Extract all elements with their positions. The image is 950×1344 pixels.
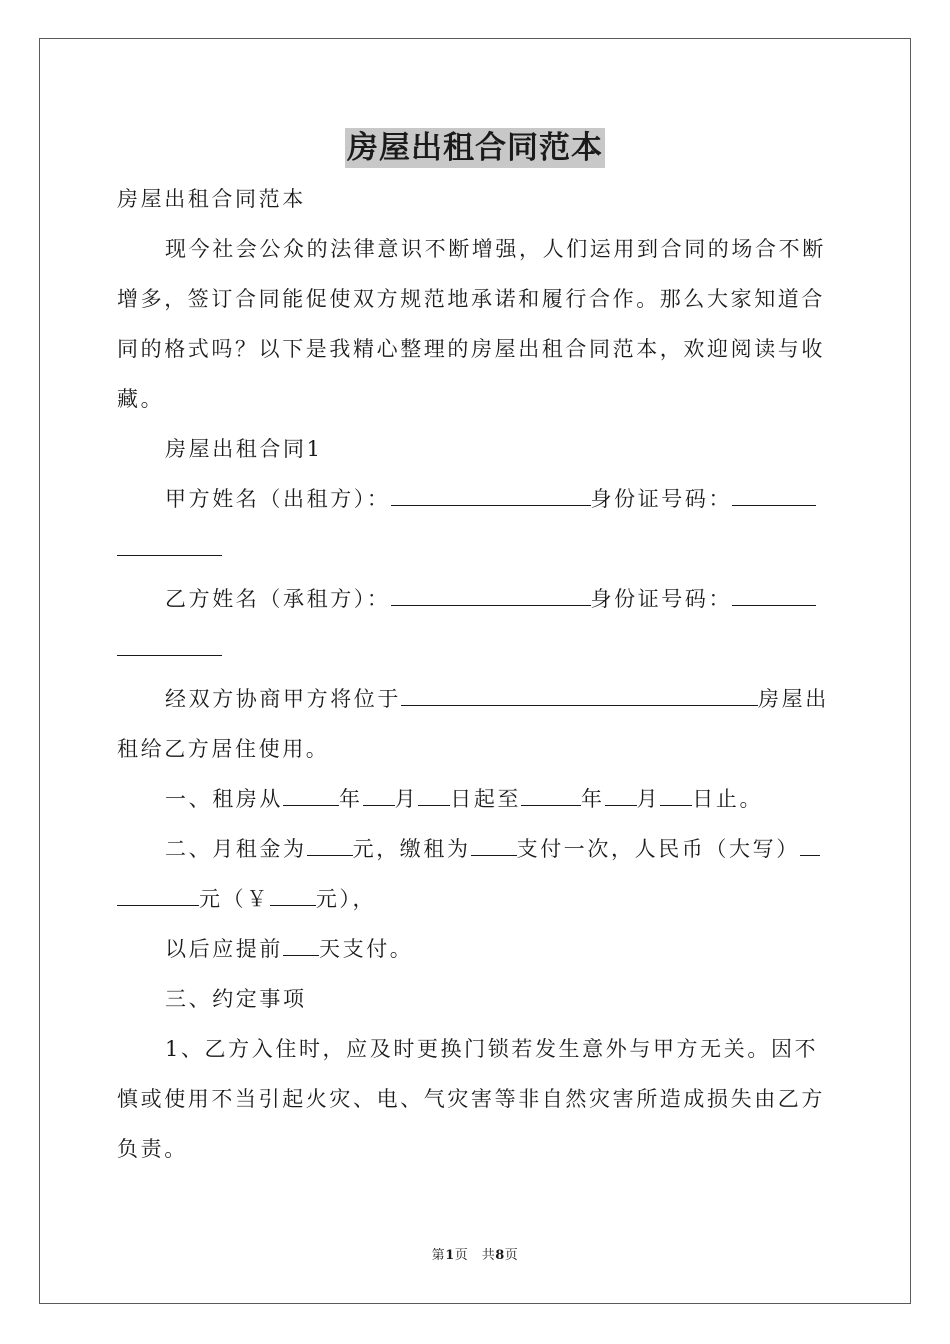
rent-amount-blank (307, 835, 353, 856)
location-blank (401, 685, 758, 706)
rent-capital-blank (800, 835, 820, 856)
footer-page-suffix: 页 (504, 1248, 519, 1263)
party-b-id-blank-cont (117, 635, 222, 656)
party-b-label: 乙方姓名（承租方）： (165, 587, 391, 611)
intro-line-1: 现今社会公众的法律意识不断增强，人们运用到合同的场合不断 (165, 237, 826, 261)
term-month2: 月 (636, 787, 661, 811)
term-month1: 月 (394, 787, 419, 811)
location-suffix: 房屋出 (758, 687, 829, 711)
page-title: 房屋出租合同范本 (347, 130, 603, 166)
rent-yuan: 元，缴租为 (352, 837, 471, 861)
rent-line2-end: 元）， (315, 887, 377, 911)
term-day1: 日起至 (450, 787, 522, 811)
location-line-2: 租给乙方居住使用。 (117, 737, 330, 761)
party-a-id-blank-cont (117, 535, 222, 556)
item1-line-2: 慎或使用不当引起火灾、电、气灾害等非自然灾害所造成损失由乙方 (117, 1087, 825, 1111)
party-b-id-label: 身份证号码： (590, 587, 733, 611)
item1-line-1: 1、乙方入住时，应及时更换门锁若发生意外与甲方无关。因不 (165, 1037, 819, 1061)
start-day-blank (418, 785, 450, 806)
page-footer (0, 1247, 950, 1265)
party-a-label: 甲方姓名（出租方）： (165, 487, 391, 511)
location-line (165, 684, 837, 714)
title-container (0, 128, 950, 168)
end-day-blank (660, 785, 692, 806)
rent-line2-yuan: 元（￥ (199, 887, 270, 911)
footer-page-total: 8 (495, 1248, 505, 1263)
party-a-line (165, 484, 837, 514)
party-b-id-blank (732, 585, 816, 606)
page-border (39, 38, 911, 1304)
party-b-line-2 (117, 634, 837, 664)
term-year2: 年 (581, 787, 605, 811)
advance-days-blank (283, 935, 319, 956)
rent-capital-blank-cont (117, 885, 199, 906)
party-a-id-blank (732, 485, 816, 506)
party-a-line-2 (117, 534, 837, 564)
advance-line (165, 934, 837, 964)
rent-line-2 (117, 884, 837, 914)
location-prefix: 经双方协商甲方将位于 (165, 687, 401, 711)
advance-prefix: 以后应提前 (165, 937, 283, 961)
start-year-blank (283, 785, 339, 806)
term-day2: 日止。 (692, 787, 764, 811)
party-b-line (165, 584, 837, 614)
end-month-blank (605, 785, 637, 806)
rent-prefix: 二、月租金为 (165, 837, 307, 861)
intro-line-4: 藏。 (117, 387, 165, 411)
term-line (165, 784, 837, 814)
contract-heading: 房屋出租合同1 (165, 437, 323, 461)
item1-line-3: 负责。 (117, 1137, 188, 1161)
footer-page-prefix: 第 (431, 1248, 446, 1263)
party-b-name-blank (391, 585, 591, 606)
intro-line-2: 增多，签订合同能促使双方规范地承诺和履行合作。那么大家知道合 (117, 287, 825, 311)
intro-line-3: 同的格式吗？以下是我精心整理的房屋出租合同范本，欢迎阅读与收 (117, 337, 825, 361)
footer-page-number: 1 (445, 1248, 455, 1263)
advance-suffix: 天支付。 (319, 937, 414, 961)
rent-period-blank (471, 835, 517, 856)
start-month-blank (363, 785, 395, 806)
party-a-name-blank (391, 485, 591, 506)
section-3-heading: 三、约定事项 (165, 987, 307, 1011)
term-year1: 年 (339, 787, 363, 811)
rent-pay: 支付一次，人民币（大写） (516, 837, 800, 861)
term-prefix: 一、租房从 (165, 787, 283, 811)
footer-page-mid: 页 共 (454, 1248, 496, 1263)
end-year-blank (521, 785, 581, 806)
rent-number-blank (270, 885, 316, 906)
rent-line (165, 834, 837, 864)
party-a-id-label: 身份证号码： (590, 487, 733, 511)
subtitle: 房屋出租合同范本 (117, 187, 306, 211)
